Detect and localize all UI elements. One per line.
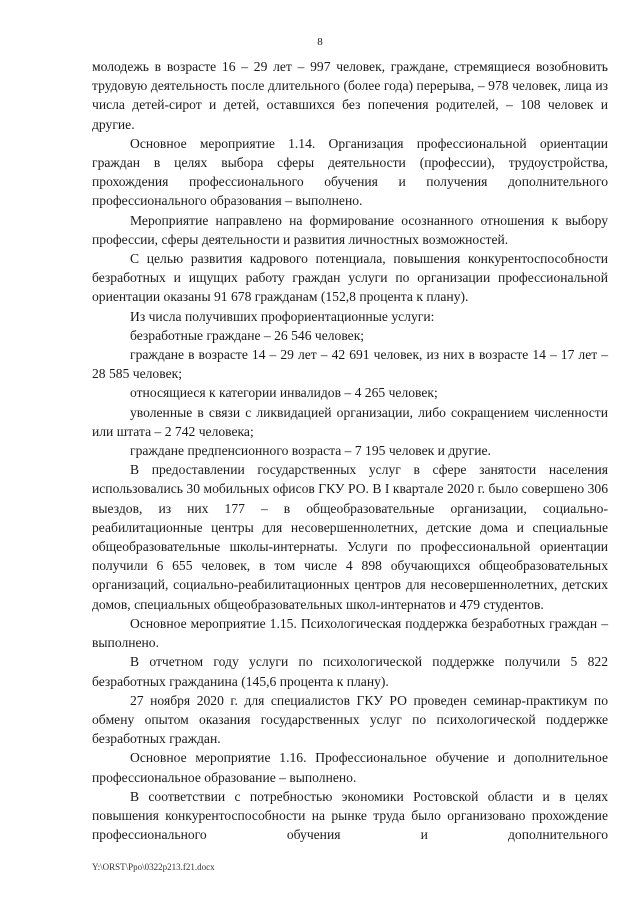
page-number: 8	[317, 36, 323, 48]
body-paragraph: граждане в возрасте 14 – 29 лет – 42 691 человек, из них в возрасте 14 – 17 лет – 28 585 человек;	[92, 347, 608, 382]
body-paragraph: уволенные в связи с ликвидацией организации, либо сокращением численности или штата – 2 742 человека;	[92, 404, 608, 439]
body-paragraph: граждане предпенсионного возраста – 7 195 человек и другие.	[130, 443, 491, 459]
body-paragraph: Из числа получивших профориентационные услуги:	[130, 308, 435, 324]
body-paragraph: Мероприятие направлено на формирование осознанного отношения к выбору профессии, сферы деятельности и развития личностных возможностей.	[92, 212, 608, 247]
body-paragraph: Основное мероприятие 1.15. Психологическая поддержка безработных граждан – выполнено.	[92, 615, 608, 651]
body-paragraph: 27 ноября 2020 г. для специалистов ГКУ РО проведен семинар-практикум по обмену опытом оказания государственных услуг по психологической поддержке безработных граждан.	[92, 692, 608, 747]
body-paragraph: Основное мероприятие 1.16. Профессиональное обучение и дополнительное профессиональное образование – выполнено.	[92, 750, 608, 785]
document-body	[92, 57, 608, 844]
body-paragraph: В отчетном году услуги по психологической поддержке получили 5 822 безработных гражданина (145,6 процента к плану).	[92, 654, 608, 689]
body-paragraph: Основное мероприятие 1.14. Организация профессиональной ориентации граждан в целях выбора сферы деятельности (профессии), трудоустройства, прохождения профессионального обучения и получения дополнительного профессионального образования – выполнено.	[92, 135, 608, 209]
body-paragraph: В предоставлении государственных услуг в сфере занятости населения использовались 30 мобильных офисов ГКУ РО. В I квартале 2020 г. было совершено 306 выездов, из них 177 – в общеобразовательные организации, социально-реабилитационные центры для несовершеннолетних, детские дома и специальные общеобразовательные школы-интернаты. Услуги по профессиональной ориентации получили 6 655 человек, в том числе 4 898 обучающихся общеобразовательных организаций, социально-реабилитационных центров для несовершеннолетних, детских домов, специальных общеобразовательных школ-интернатов и 479 студентов.	[92, 462, 608, 612]
body-paragraph: С целью развития кадрового потенциала, повышения конкурентоспособности безработных и ищущих работу граждан услуги по организации профессиональной ориентации оказаны 91 678 гражданам (152,8 процента к плану).	[92, 251, 608, 305]
body-paragraph: молодежь в возрасте 16 – 29 лет – 997 человек, граждане, стремящиеся возобновить трудовую деятельность после длительного (более года) перерыва, – 978 человек, лица из числа детей-сирот и детей, оставшихся без попечения родителей, – 108 человек и другие.	[92, 59, 608, 132]
footer-file-path: Y:\ORST\Ppo\0322p213.f21.docx	[92, 862, 215, 872]
body-paragraph: относящиеся к категории инвалидов – 4 265 человек;	[130, 385, 438, 401]
body-paragraph: В соответствии с потребностью экономики Ростовской области и в целях повышения конкурентоспособности на рынке труда было организовано прохождение профессионального обучения и дополнительного	[92, 788, 608, 843]
body-paragraph: безработные граждане – 26 546 человек;	[130, 327, 365, 343]
